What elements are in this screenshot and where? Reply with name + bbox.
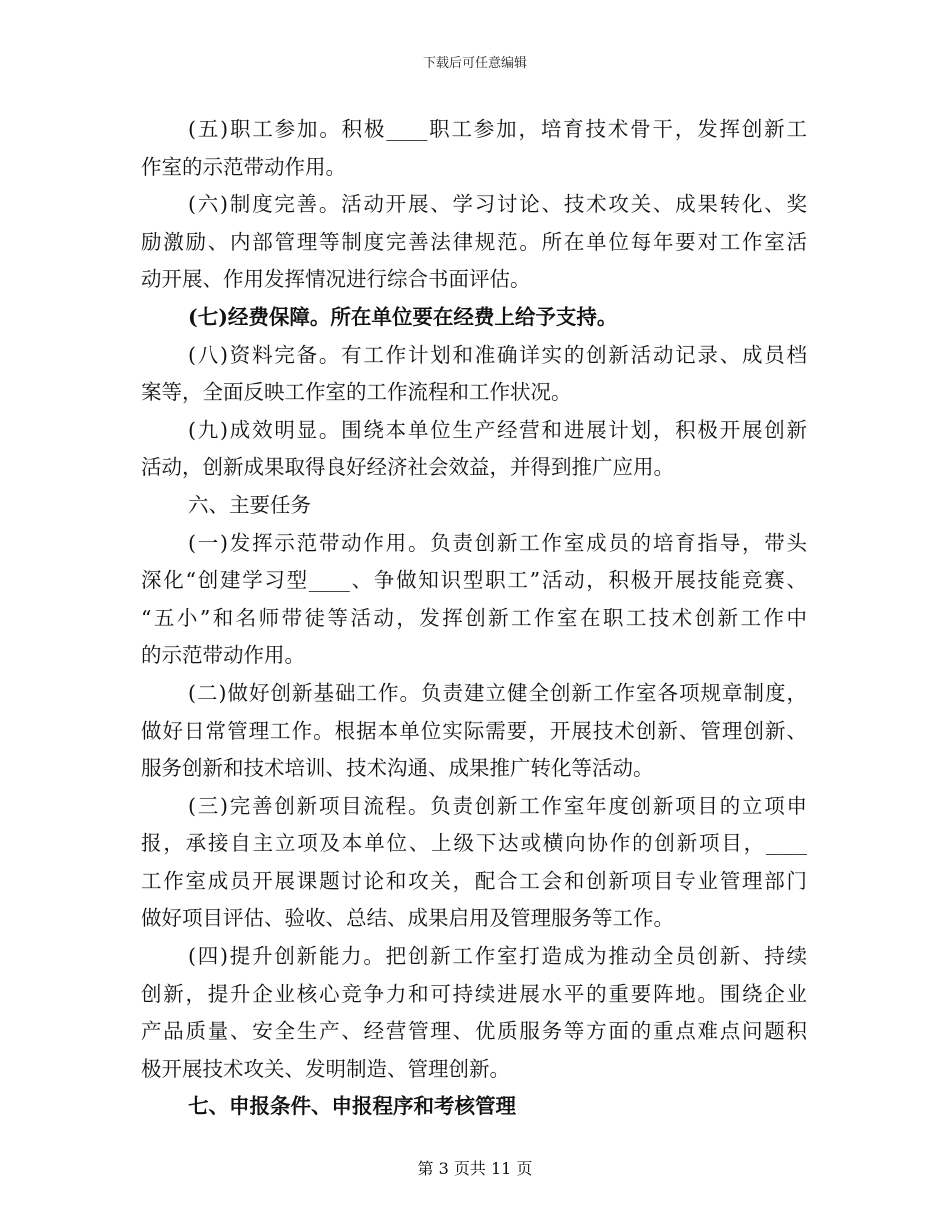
paragraph-line: (六)制度完善。活动开展、学习讨论、技术攻关、成果转化、奖 bbox=[188, 192, 807, 217]
bold-paragraph-line: (七)经费保障。所在单位要在经费上给予支持。 bbox=[188, 304, 618, 329]
paragraph-line: 创新，提升企业核心竞争力和可持续进展水平的重要阵地。围绕企业 bbox=[141, 981, 807, 1006]
paragraph-line: (三)完善创新项目流程。负责创新工作室年度创新项目的立项申 bbox=[188, 793, 807, 818]
paragraph-line: (五)职工参加。积极____职工参加，培育技术骨干，发挥创新工 bbox=[188, 117, 807, 141]
paragraph-line: (八)资料完备。有工作计划和准确详实的创新活动记录、成员档 bbox=[188, 342, 807, 367]
paragraph-line: 作室的示范带动作用。 bbox=[141, 154, 346, 179]
paragraph-line: 活动，创新成果取得良好经济社会效益，并得到推广应用。 bbox=[141, 455, 674, 480]
paragraph-line: 动开展、作用发挥情况进行综合书面评估。 bbox=[141, 267, 531, 292]
paragraph-line: 深化“创建学习型____、争做知识型职工”活动，积极开展技能竞赛、 bbox=[141, 568, 807, 593]
paragraph-line: 工作室成员开展课题讨论和攻关，配合工会和创新项目专业管理部门 bbox=[141, 868, 807, 893]
paragraph-line: 的示范带动作用。 bbox=[141, 643, 305, 668]
paragraph-line: (四)提升创新能力。把创新工作室打造成为推动全员创新、持续 bbox=[188, 944, 807, 969]
page-header: 下载后可任意编辑 bbox=[422, 56, 527, 71]
paragraph-line: 做好日常管理工作。根据本单位实际需要，开展技术创新、管理创新、 bbox=[141, 718, 807, 743]
paragraph-line: 极开展技术攻关、发明制造、管理创新。 bbox=[141, 1056, 510, 1081]
paragraph-line: 产品质量、安全生产、经营管理、优质服务等方面的重点难点问题积 bbox=[141, 1019, 807, 1044]
page-number: 第 3 页共 11 页 bbox=[417, 1159, 533, 1178]
paragraph-line: (九)成效明显。围绕本单位生产经营和进展计划，积极开展创新 bbox=[188, 417, 807, 442]
paragraph-line: 案等，全面反映工作室的工作流程和工作状况。 bbox=[141, 380, 572, 405]
paragraph-line: 服务创新和技术培训、技术沟通、成果推广转化等活动。 bbox=[141, 756, 654, 781]
paragraph-line: 励激励、内部管理等制度完善法律规范。所在单位每年要对工作室活 bbox=[141, 229, 807, 254]
section-heading: 六、主要任务 bbox=[188, 492, 311, 517]
paragraph-line: 做好项目评估、验收、总结、成果启用及管理服务等工作。 bbox=[141, 906, 674, 931]
paragraph-line: “五小”和名师带徒等活动，发挥创新工作室在职工技术创新工作中 bbox=[141, 605, 807, 630]
paragraph-line: (二)做好创新基础工作。负责建立健全创新工作室各项规章制度， bbox=[188, 680, 807, 705]
paragraph-line: 报，承接自主立项及本单位、上级下达或横向协作的创新项目，____ bbox=[141, 831, 807, 856]
document-body bbox=[141, 111, 807, 1126]
section-heading: 七、申报条件、申报程序和考核管理 bbox=[188, 1094, 516, 1119]
paragraph-line: (一)发挥示范带动作用。负责创新工作室成员的培育指导，带头 bbox=[188, 530, 807, 555]
